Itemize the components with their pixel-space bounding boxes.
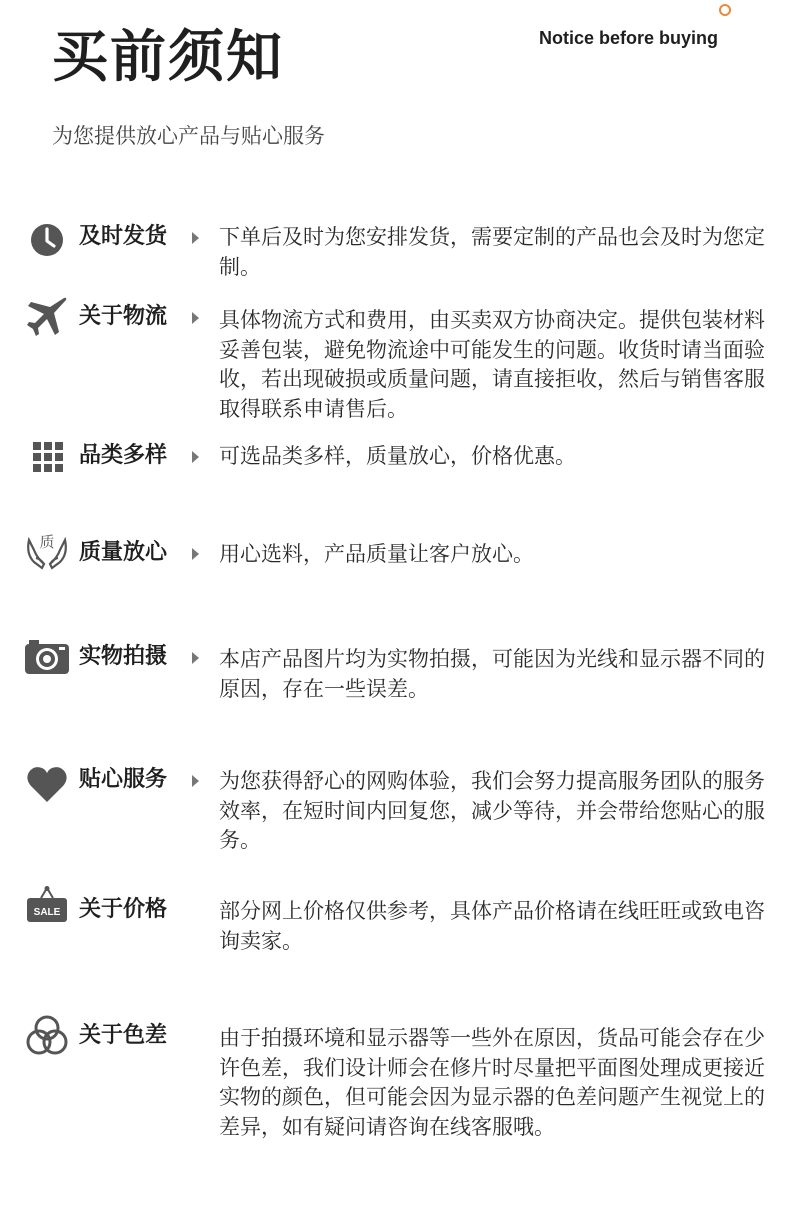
- notice-item-text: 可选品类多样，质量放心，价格优惠。: [219, 444, 576, 468]
- notice-item-label: 关于色差: [79, 1023, 168, 1048]
- svg-text:质: 质: [39, 533, 55, 551]
- notice-item-label: 关于物流: [79, 304, 168, 329]
- color-circles-icon: [24, 1013, 70, 1059]
- heart-icon: [24, 761, 70, 807]
- notice-item-text: 为您获得舒心的网购体验，我们会努力提高服务团队的服务效率，在短时间内回复您，减少等待，并会带给您贴心的服务。: [219, 769, 765, 852]
- chevron-right-icon: [192, 312, 199, 324]
- notice-item-text: 部分网上价格仅供参考，具体产品价格请在线旺旺或致电咨询卖家。: [219, 899, 765, 953]
- page-tagline: 为您提供放心产品与贴心服务: [52, 124, 325, 148]
- grid-icon: [24, 434, 70, 480]
- chevron-right-icon: [192, 232, 199, 244]
- notice-item-text: 用心选料，产品质量让客户放心。: [219, 542, 534, 566]
- quality-hands-icon: [24, 528, 70, 574]
- notice-item-label: 品类多样: [79, 443, 168, 468]
- notice-item-text: 下单后及时为您安排发货，需要定制的产品也会及时为您定制。: [219, 225, 765, 279]
- notice-item-text: 具体物流方式和费用，由买卖双方协商决定。提供包装材料妥善包装，避免物流途中可能发生的问题。收货时请当面验收，若出现破损或质量问题，请直接拒收，然后与销售客服取得联系申请售后。: [219, 308, 765, 421]
- notice-item-label: 及时发货: [79, 224, 168, 249]
- airplane-icon: [24, 294, 70, 340]
- camera-icon: [24, 634, 70, 680]
- notice-item-label: 实物拍摄: [79, 644, 168, 669]
- chevron-right-icon: [192, 451, 199, 463]
- svg-text:SALE: SALE: [33, 907, 61, 918]
- accent-dot: [719, 4, 731, 16]
- notice-item-label: 关于价格: [79, 897, 168, 922]
- notice-item-label: 质量放心: [79, 540, 168, 565]
- chevron-right-icon: [192, 775, 199, 787]
- notice-item-text: 由于拍摄环境和显示器等一些外在原因，货品可能会存在少许色差，我们设计师会在修片时尽量把平面图处理成更接近实物的颜色，但可能会因为显示器的色差问题产生视觉上的差异，如有疑问请咨询在线客服哦。: [219, 1026, 765, 1139]
- sale-sign-icon: [24, 885, 70, 931]
- notice-item-text: 本店产品图片均为实物拍摄，可能因为光线和显示器不同的原因，存在一些误差。: [219, 647, 765, 701]
- notice-item-label: 贴心服务: [79, 767, 168, 792]
- chevron-right-icon: [192, 652, 199, 664]
- page-title-english: Notice before buying: [539, 28, 719, 48]
- clock-icon: [24, 217, 70, 263]
- chevron-right-icon: [192, 548, 199, 560]
- page-title: 买前须知: [52, 25, 284, 90]
